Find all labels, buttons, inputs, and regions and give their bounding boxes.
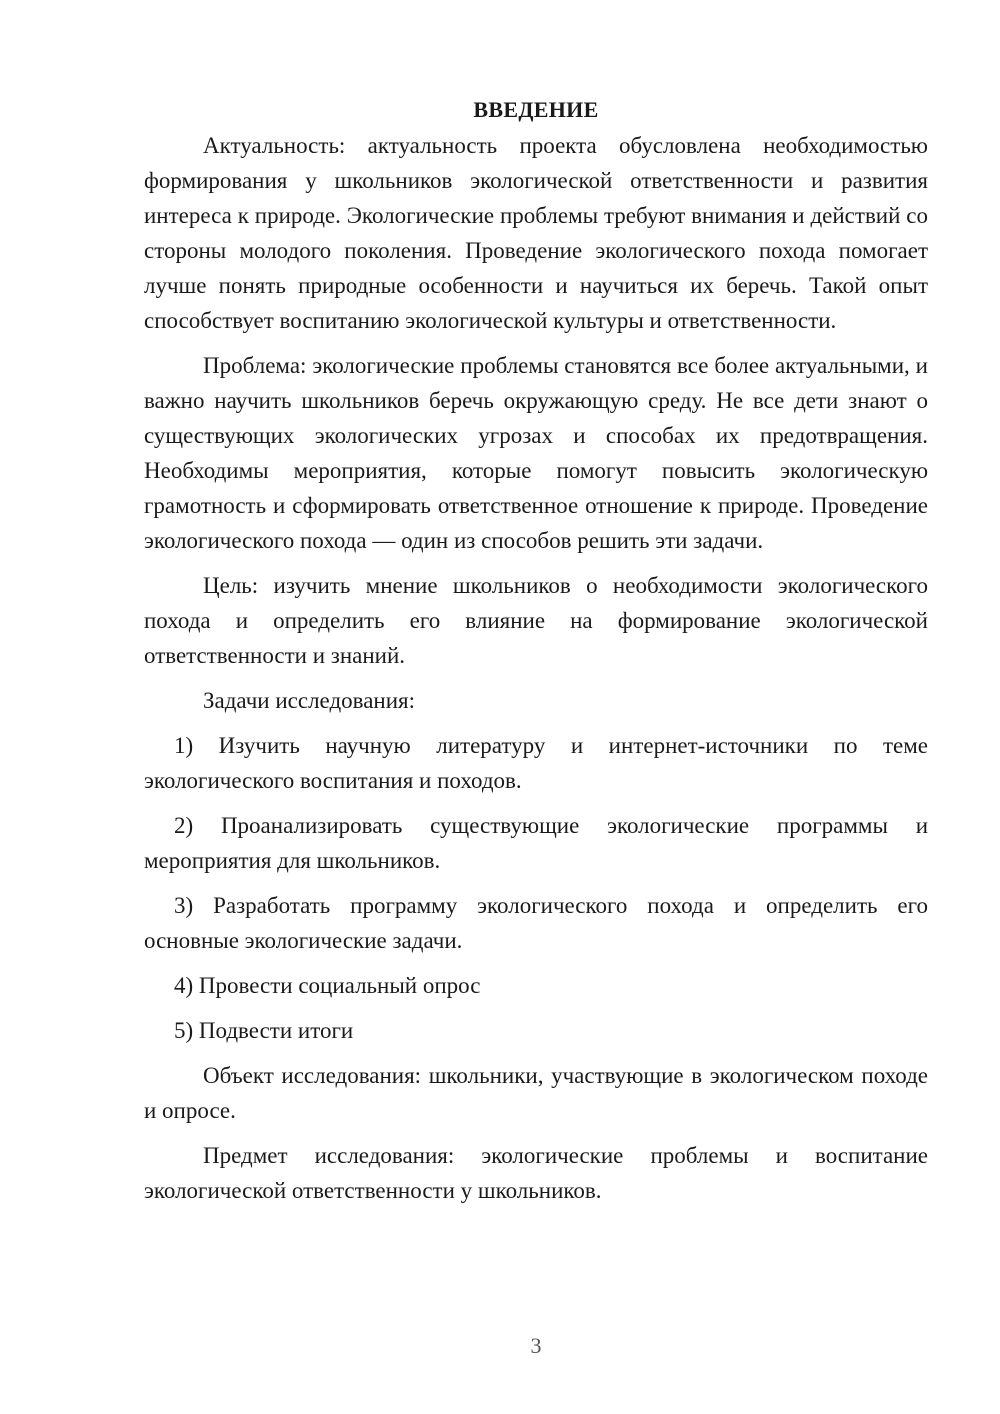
goal-paragraph: Цель: изучить мнение школьников о необходимости экологического похода и определить его влияние на формирование экологической ответственности и знаний. xyxy=(144,573,928,668)
problem-paragraph: Проблема: экологические проблемы становятся все более актуальными, и важно научить школьников беречь окружающую среду. Не все дети знают о существующих экологических угрозах и способах их предотвращения. Необходимы мероприятия, которые помогут повысить экологическую грамотность и сформировать ответственное отношение к природе. Проведение экологического похода — один из способов решить эти задачи. xyxy=(144,353,928,553)
relevance-paragraph: Актуальность: актуальность проекта обусловлена необходимостью формирования у школьников экологической ответственности и развития интереса к природе. Экологические проблемы требуют внимания и действий со стороны молодого поколения. Проведение экологического похода помогает лучше понять природные особенности и научиться их беречь. Такой опыт способствует воспитанию экологической культуры и ответственности. xyxy=(144,133,928,333)
page-content xyxy=(144,92,928,1218)
object-paragraph: Объект исследования: школьники, участвующие в экологическом походе и опросе. xyxy=(144,1063,928,1123)
task-item-1: 1) Изучить научную литературу и интернет-источники по теме экологического воспитания и походов. xyxy=(144,733,928,793)
task-item-4: 4) Провести социальный опрос xyxy=(174,973,481,998)
page-title: ВВЕДЕНИЕ xyxy=(473,97,599,122)
subject-paragraph: Предмет исследования: экологические проблемы и воспитание экологической ответственности у школьников. xyxy=(144,1143,928,1203)
task-item-5: 5) Подвести итоги xyxy=(174,1018,354,1043)
tasks-heading: Задачи исследования: xyxy=(203,688,416,713)
page-number: 3 xyxy=(530,1333,542,1358)
task-item-3: 3) Разработать программу экологического похода и определить его основные экологические задачи. xyxy=(144,893,928,953)
task-item-2: 2) Проанализировать существующие экологические программы и мероприятия для школьников. xyxy=(144,813,928,873)
